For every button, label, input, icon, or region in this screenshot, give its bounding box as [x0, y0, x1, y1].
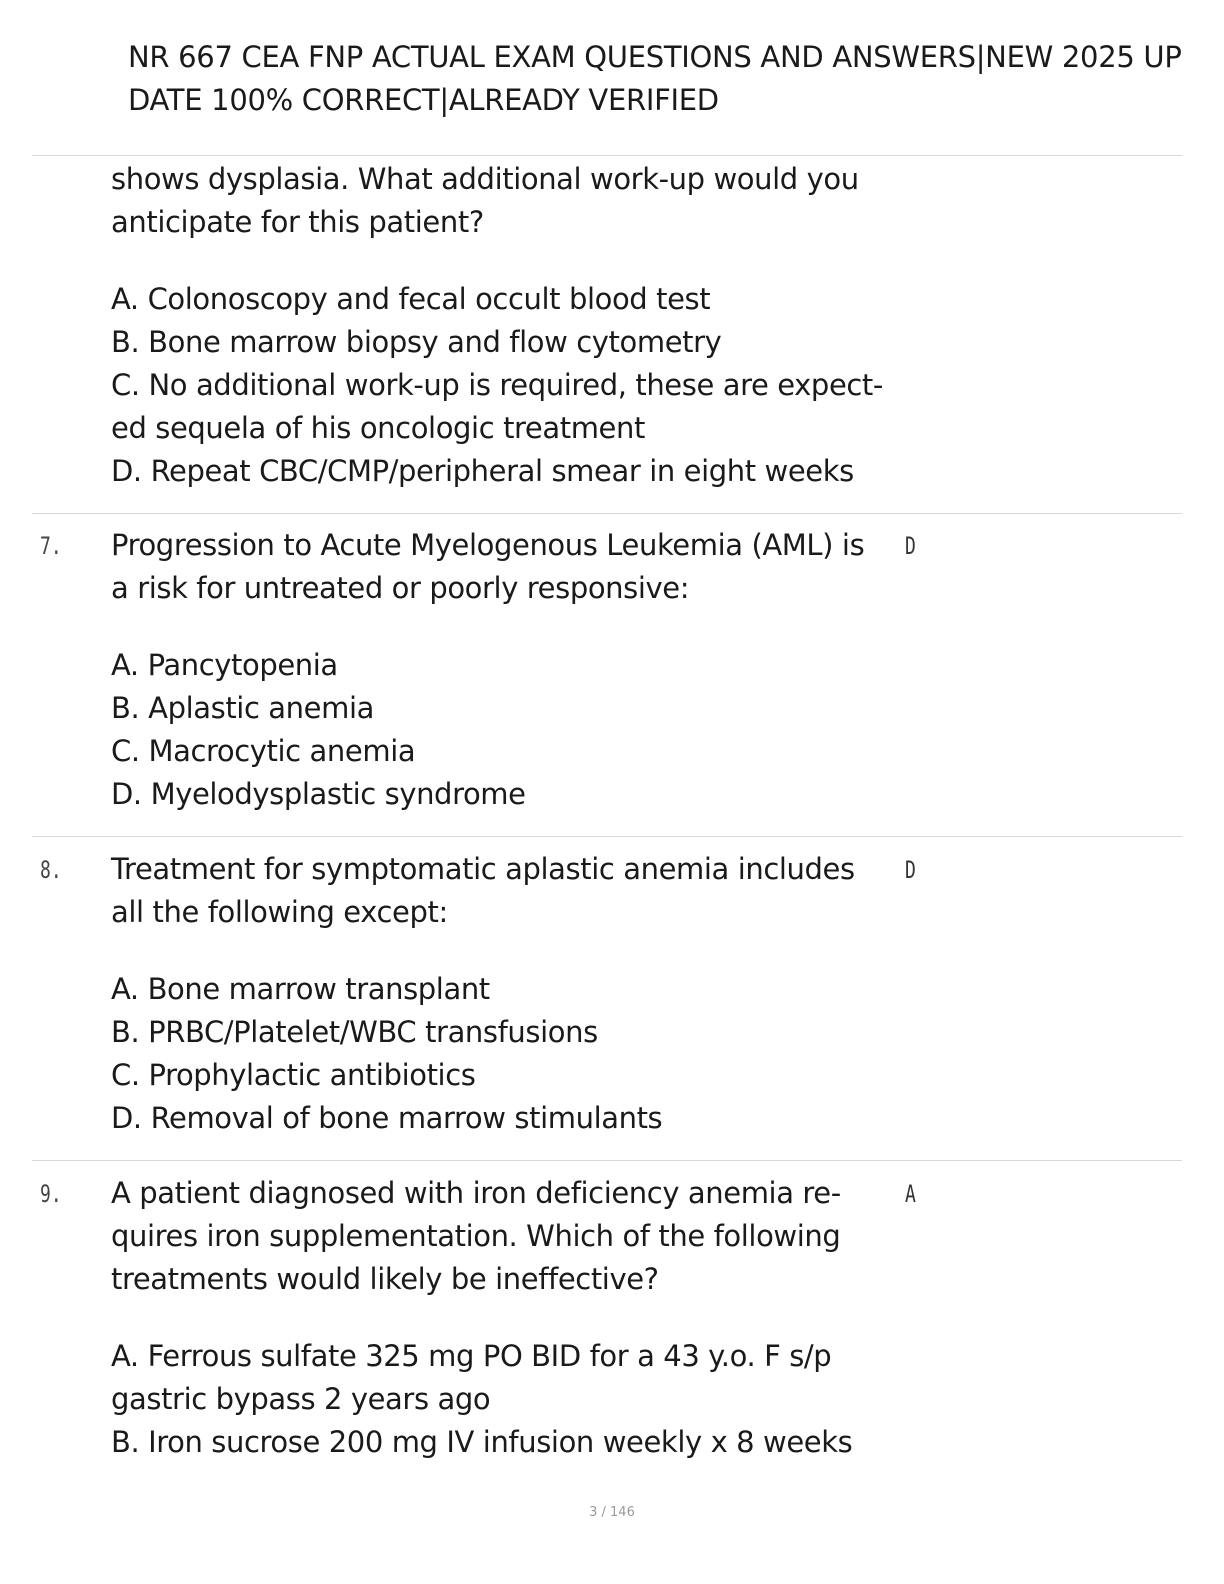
- option-c-cont: ed sequela of his oncologic treatment: [111, 411, 645, 445]
- option-a-cont: gastric bypass 2 years ago: [111, 1382, 491, 1416]
- answer-key: D: [905, 532, 916, 560]
- stem-line: A patient diagnosed with iron deficiency anemia re-: [111, 1176, 841, 1210]
- stem-line: treatments would likely be ineffective?: [111, 1262, 659, 1296]
- question-number: 9.: [40, 1180, 62, 1208]
- option-d: D. Repeat CBC/CMP/peripheral smear in eight weeks: [111, 454, 854, 488]
- divider: [32, 1160, 1182, 1161]
- stem-line: anticipate for this patient?: [111, 205, 484, 239]
- document-header: [128, 36, 1224, 122]
- option-d: D. Myelodysplastic syndrome: [111, 777, 526, 811]
- option-b: B. Aplastic anemia: [111, 691, 374, 725]
- divider: [32, 155, 1182, 156]
- option-c: C. Macrocytic anemia: [111, 734, 416, 768]
- answer-key: A: [905, 1180, 916, 1208]
- question-6-stem: [111, 158, 911, 244]
- stem-line: all the following except:: [111, 895, 448, 929]
- page-number: 3 / 146: [589, 1505, 635, 1520]
- stem-line: Treatment for symptomatic aplastic anemia includes: [111, 852, 855, 886]
- option-a: A. Bone marrow transplant: [111, 972, 490, 1006]
- option-a: A. Pancytopenia: [111, 648, 338, 682]
- option-a: A. Colonoscopy and fecal occult blood test: [111, 282, 711, 316]
- question-6-options: [111, 278, 911, 493]
- option-a: A. Ferrous sulfate 325 mg PO BID for a 43 y.o. F s/p: [111, 1339, 832, 1373]
- divider: [32, 836, 1182, 837]
- question-7-options: [111, 644, 911, 816]
- stem-line: Progression to Acute Myelogenous Leukemia (AML) is: [111, 528, 865, 562]
- option-b: B. Bone marrow biopsy and flow cytometry: [111, 325, 722, 359]
- stem-line: quires iron supplementation. Which of the following: [111, 1219, 841, 1253]
- option-b: B. Iron sucrose 200 mg IV infusion weekly x 8 weeks: [111, 1425, 853, 1459]
- question-8-options: [111, 968, 911, 1140]
- question-9-stem: [111, 1172, 911, 1301]
- header-line-2: DATE 100% CORRECT|ALREADY VERIFIED: [128, 83, 719, 117]
- answer-key: D: [905, 856, 916, 884]
- option-c: C. Prophylactic antibiotics: [111, 1058, 476, 1092]
- question-8-stem: [111, 848, 911, 934]
- stem-line: shows dysplasia. What additional work-up would you: [111, 162, 859, 196]
- question-9-options: [111, 1335, 911, 1464]
- option-b: B. PRBC/Platelet/WBC transfusions: [111, 1015, 598, 1049]
- question-number: 7.: [40, 532, 62, 560]
- divider: [32, 513, 1182, 514]
- stem-line: a risk for untreated or poorly responsive:: [111, 571, 690, 605]
- option-d: D. Removal of bone marrow stimulants: [111, 1101, 663, 1135]
- option-c: C. No additional work-up is required, these are expect-: [111, 368, 883, 402]
- question-number: 8.: [40, 856, 62, 884]
- header-line-1: NR 667 CEA FNP ACTUAL EXAM QUESTIONS AND ANSWERS|NEW 2025 UP: [128, 40, 1182, 74]
- question-7-stem: [111, 524, 911, 610]
